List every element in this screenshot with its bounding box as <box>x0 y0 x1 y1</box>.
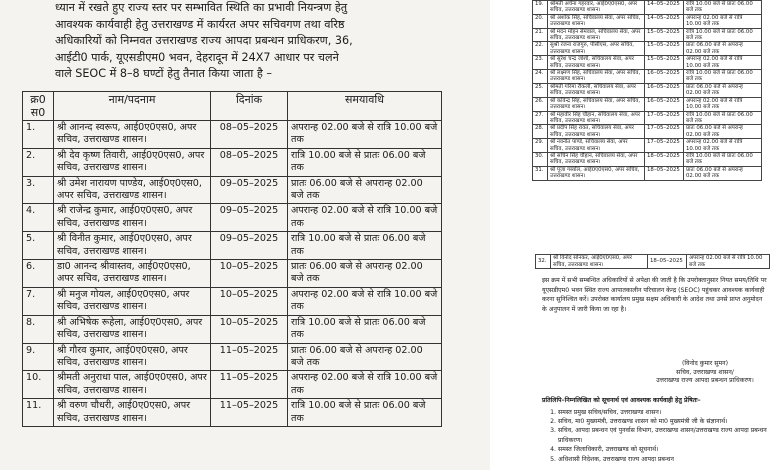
list-item: 4. समस्त जिलाधिकारी, उत्तराखण्ड को सूचनार्थ। <box>558 445 767 454</box>
cell-sr: 23. <box>533 56 548 70</box>
cell-time: रात्रि 10.00 बजे से प्रातः 06.00 बजे तक <box>288 232 442 260</box>
cell-sr: 9. <box>23 343 54 371</box>
table-row <box>533 125 762 139</box>
cell-date: 11–05–2025 <box>211 371 288 399</box>
table-row <box>533 42 762 56</box>
duty-roster-table <box>22 91 442 427</box>
cc-list <box>542 408 767 464</box>
cell-sr: 25. <box>533 83 548 97</box>
table-row <box>23 176 442 204</box>
list-item: 5. अधिशासी निदेशक, उत्तराखण्ड राज्य आपदा प्रबन्धन <box>558 455 767 464</box>
cell-time: रात्रि 10.00 बजे से प्रातः 06.00 बजे तक <box>684 1 762 15</box>
cell-date: 17–05–2025 <box>645 111 684 125</box>
cell-date: 11–05–2025 <box>211 399 288 427</box>
list-item: 3. सचिव, आपदा प्रबन्धन एवं पुनर्वास विभाग, उत्तराखण्ड शासन/उत्तराखण्ड राज्य आपदा प्रबन्धन प्राधिकरण। <box>558 426 767 445</box>
signatory-org: उत्तराखण्ड राज्य आपदा प्रबन्धन प्राधिकरण। <box>656 377 754 385</box>
cell-sr: 8. <box>23 315 54 343</box>
cell-time: रात्रि 10.00 बजे से प्रातः 06.00 बजे तक <box>288 148 442 176</box>
signature-block <box>650 360 760 386</box>
cell-name: श्रीमती गरिमा रौंकली, सचिवालय सेवा, अपर सचिव, उत्तराखण्ड शासन। <box>548 83 645 97</box>
cell-time: रात्रि 10.00 बजे से प्रातः 06.00 बजे तक <box>684 70 762 84</box>
cell-name: श्रीमती अनुराधा पाल, आई0ए0एस0, अपर सचिव, उत्तराखण्ड शासन। <box>54 371 211 399</box>
cell-name: श्री प्रदीप सिंह रावत, सचिवालय सेवा, अपर सचिव, उत्तराखण्ड शासन। <box>548 125 645 139</box>
signatory-name: (विनोद कुमार सुमन) <box>681 360 729 367</box>
cell-sr: 26. <box>533 97 548 111</box>
cell-sr: 32. <box>536 255 551 269</box>
cell-date: 18–05–2025 <box>645 152 684 166</box>
cell-sr: 24. <box>533 70 548 84</box>
table-row <box>533 1 762 15</box>
table-row <box>533 139 762 153</box>
cell-time: रात्रि 10.00 बजे से प्रातः 06.00 बजे तक <box>684 111 762 125</box>
cell-name: श्री लक्ष्मण सिंह, सचिवालय सेवा, अपर सचिव, उत्तराखण्ड शासन। <box>548 70 645 84</box>
cell-sr: 30. <box>533 152 548 166</box>
cell-sr: 20. <box>533 14 548 28</box>
cell-time: अपरान्ह 02.00 बजे से रात्रि 10.00 बजे तक <box>687 255 770 269</box>
cell-date: 15–05–2025 <box>645 56 684 70</box>
cc-heading: प्रतिलिपि–निम्नलिखित को सूचनार्थ एवं आवश्यक कार्यवाही हेतु प्रेषितः– <box>542 397 701 404</box>
cell-name: श्री उमेश नारायण पाण्डेय, आई0ए0एस0, अपर सचिव, उत्तराखण्ड शासन। <box>54 176 211 204</box>
table-row <box>23 343 442 371</box>
cell-time: अपरान्ह 02.00 बजे से रात्रि 10.00 बजे तक <box>684 14 762 28</box>
cell-time: अपरान्ह 02.00 बजे से रात्रि 10.00 बजे तक <box>684 56 762 70</box>
cell-name: श्री अभिषेक रूहेला, आई0ए0एस0, अपर सचिव, उत्तराखण्ड शासन। <box>54 315 211 343</box>
table-row <box>533 166 762 180</box>
list-item: 2. सचिव, मा0 मुख्यमंत्री, उत्तराखण्ड शासन को मा0 मुख्यमंत्री जी के संज्ञानार्थ। <box>558 417 767 426</box>
cell-name: सुश्री रंजना राजगुरु, पीसीएस, अपर सचिव, उत्तराखण्ड शासन। <box>548 42 645 56</box>
cell-time: प्रातः 06.00 बजे से अपरान्ह 02.00 बजे तक <box>684 83 762 97</box>
cell-sr: 5. <box>23 232 54 260</box>
cell-time: अपरान्ह 02.00 बजे से रात्रि 10.00 बजे तक <box>684 139 762 153</box>
cell-sr: 1. <box>23 121 54 149</box>
cell-time: अपरान्ह 02.00 बजे से रात्रि 10.00 बजे तक <box>288 121 442 149</box>
cell-sr: 31. <box>533 166 548 180</box>
cell-name: श्री राजेन्द्र कुमार, आई0ए0एस0, अपर सचिव, उत्तराखण्ड शासन। <box>54 204 211 232</box>
cell-name: श्री देव कृष्ण तिवारी, आई0ए0एस0, अपर सचिव, उत्तराखण्ड शासन। <box>54 148 211 176</box>
cell-date: 09–05–2025 <box>211 204 288 232</box>
cell-sr: 10. <box>23 371 54 399</box>
cell-sr: 3. <box>23 176 54 204</box>
cell-date: 14–05–2025 <box>645 14 684 28</box>
cell-sr: 2. <box>23 148 54 176</box>
cell-date: 11–05–2025 <box>211 343 288 371</box>
header-sr: क्र0 स0 <box>23 92 54 121</box>
cell-name: श्री सचिन सिंह चौहान, सचिवालय सेवा, अपर सचिव, उत्तराखण्ड शासन। <box>548 152 645 166</box>
cell-name: श्री आनन्द स्वरूप, आई0ए0एस0, अपर सचिव, उत्तराखण्ड शासन। <box>54 121 211 149</box>
cell-date: 16–05–2025 <box>645 70 684 84</box>
cell-date: 10–05–2025 <box>211 315 288 343</box>
cell-name: डा0 आनन्द श्रीवास्तव, आई0ए0एस0, अपर सचिव, उत्तराखण्ड शासन। <box>54 260 211 288</box>
cell-name: श्री कविन्द्र सिंह, सचिवालय सेवा, अपर सचिव, उत्तराखण्ड शासन। <box>548 97 645 111</box>
cell-date: 08–05–2025 <box>211 148 288 176</box>
cell-date: 16–05–2025 <box>645 83 684 97</box>
table-row <box>23 287 442 315</box>
cell-name: श्री मनुज गोयल, आई0ए0एस0, अपर सचिव, उत्तराखण्ड शासन। <box>54 287 211 315</box>
cell-date: 10–05–2025 <box>211 260 288 288</box>
table-row <box>23 232 442 260</box>
table-row <box>23 399 442 427</box>
table-row <box>23 204 442 232</box>
cell-name: श्री गौरव कुमार, आई0ए0एस0, अपर सचिव, उत्तराखण्ड शासन। <box>54 343 211 371</box>
intro-paragraph: ध्यान में रखते हुए राज्य स्तर पर सम्भावित स्थिति का प्रभावी नियन्त्रण हेतु आवश्यक कार्यवाही हेतु उत्तराखण्ड में कार्यरत अपर सचिवगण तथा वरिष्ठ अधिकारियों को निम्नवत उत्तराखण्ड राज्य आपदा प्रबन्धन प्राधिकरण, 36, आईटी0 पार्क, यूएसडीएम0 भवन, देहरादून में 24X7 आधार पर चलने वाले SEOC में 8–8 घण्टों हेतु तैनात किया जाता है – <box>55 1 353 80</box>
header-date: दिनांक <box>211 92 288 121</box>
cell-time: रात्रि 10.00 बजे से प्रातः 06.00 बजे तक <box>684 28 762 42</box>
cell-time: अपरान्ह 02.00 बजे से रात्रि 10.00 बजे तक <box>684 97 762 111</box>
cell-time: प्रातः 06.00 बजे से अपरान्ह 02.00 बजे तक <box>288 176 442 204</box>
cell-date: 15–05–2025 <box>645 42 684 56</box>
list-item: 1. समस्त प्रमुख सचिव/सचिव, उत्तराखण्ड शासन। <box>558 408 767 417</box>
table-row <box>536 255 770 269</box>
cell-sr: 22. <box>533 42 548 56</box>
table-row <box>533 70 762 84</box>
table-row <box>23 148 442 176</box>
cell-name: श्री अशोक सिंह, सचिवालय सेवा, अपर सचिव, उत्तराखण्ड शासन। <box>548 14 645 28</box>
cell-date: 09–05–2025 <box>211 176 288 204</box>
cell-time: अपरान्ह 02.00 बजे से रात्रि 10.00 बजे तक <box>288 204 442 232</box>
cell-time: रात्रि 10.00 बजे से प्रातः 06.00 बजे तक <box>288 399 442 427</box>
cell-name: श्री नवनीत पाण्डे, सचिवालय सेवा, अपर सचिव, उत्तराखण्ड शासन। <box>548 139 645 153</box>
table-row <box>23 121 442 149</box>
cell-date: 14–05–2025 <box>645 1 684 15</box>
table-row <box>23 260 442 288</box>
cell-time: प्रातः 06.00 बजे से अपरान्ह 02.00 बजे तक <box>684 166 762 180</box>
cell-time: रात्रि 10.00 बजे से प्रातः 06.00 बजे तक <box>684 152 762 166</box>
table-row <box>533 28 762 42</box>
cell-name: श्री विनोद सोनकर, आई0ए0एस0, अपर सचिव, उत्तराखण्ड शासन। <box>551 255 648 269</box>
cell-date: 09–05–2025 <box>211 232 288 260</box>
table-row <box>23 315 442 343</box>
cell-time: अपरान्ह 02.00 बजे से रात्रि 10.00 बजे तक <box>288 371 442 399</box>
cell-sr: 7. <box>23 287 54 315</box>
cell-sr: 28. <box>533 125 548 139</box>
table-row <box>533 152 762 166</box>
cell-date: 16–05–2025 <box>645 97 684 111</box>
copy-to-block <box>542 396 767 464</box>
table-row <box>533 56 762 70</box>
cell-time: प्रातः 06.00 बजे से अपरान्ह 02.00 बजे तक <box>684 125 762 139</box>
cell-sr: 11. <box>23 399 54 427</box>
cell-name: श्री महावीर सिंह चौहान, सचिवालय सेवा, अपर सचिव, उत्तराखण्ड शासन। <box>548 111 645 125</box>
cell-sr: 21. <box>533 28 548 42</box>
cell-sr: 29. <box>533 139 548 153</box>
continuation-table <box>532 0 762 181</box>
header-name: नाम/पदनाम <box>54 92 211 121</box>
cell-time: प्रातः 06.00 बजे से अपरान्ह 02.00 बजे तक <box>288 343 442 371</box>
table-row <box>533 83 762 97</box>
header-time: समयावधि <box>288 92 442 121</box>
cell-date: 18–05–2025 <box>645 166 684 180</box>
table-row <box>533 111 762 125</box>
cell-name: श्री वरुण चौधरी, आई0ए0एस0, अपर सचिव, उत्तराखण्ड शासन। <box>54 399 211 427</box>
table-row <box>533 14 762 28</box>
cell-date: 17–05–2025 <box>645 125 684 139</box>
cell-time: प्रातः 06.00 बजे से अपरान्ह 02.00 बजे तक <box>288 260 442 288</box>
cell-sr: 19. <box>533 1 548 15</box>
cell-name: श्री विनीत कुमार, आई0ए0एस0, अपर सचिव, उत्तराखण्ड शासन। <box>54 232 211 260</box>
cell-name: श्रीमती अर्चना गहरवार, आई0ए0एस0, अपर सचिव, उत्तराखण्ड शासन। <box>548 1 645 15</box>
table-row <box>23 371 442 399</box>
cell-sr: 27. <box>533 111 548 125</box>
cell-name: श्री सुरेश चन्द्र जोशी, सचिवालय सेवा, अपर सचिव, उत्तराखण्ड शासन। <box>548 56 645 70</box>
table-header-row <box>23 92 442 121</box>
cell-date: 10–05–2025 <box>211 287 288 315</box>
cell-sr: 4. <box>23 204 54 232</box>
cell-date: 18–05–2025 <box>648 255 687 269</box>
cell-name: श्री मदन मोहन सेमवाल, सचिवालय सेवा, अपर सचिव, उत्तराखण्ड शासन। <box>548 28 645 42</box>
signatory-designation: सचिव, उत्तराखण्ड शासन/ <box>676 368 734 376</box>
cell-sr: 6. <box>23 260 54 288</box>
cell-time: अपरान्ह 02.00 बजे से रात्रि 10.00 बजे तक <box>288 287 442 315</box>
closing-paragraph: इस क्रम में सभी सम्बन्धित अधिकारियों से अपेक्षा की जाती है कि उपरोक्तानुसार नियत समय/तिथि पर यूएसडीएम0 भवन स्थित राज्य आपातकालीन परिचालन केन्द्र (SEOC) पहुंचकर आवश्यक कार्यवाही करना सुनिश्चित करें। उपरोक्त कार्यालय प्रमुख सक्षम अधिकारी के आदेश तथा उनसे प्राप्त अनुमोदन के अनुपालन में जारी किया जा रहा है। <box>542 277 767 313</box>
cell-date: 08–05–2025 <box>211 121 288 149</box>
cell-time: रात्रि 10.00 बजे से प्रातः 06.00 बजे तक <box>288 315 442 343</box>
cell-date: 15–05–2025 <box>645 28 684 42</box>
final-row-table <box>535 254 770 269</box>
cell-time: प्रातः 06.00 बजे से अपरान्ह 02.00 बजे तक <box>684 42 762 56</box>
table-row <box>533 97 762 111</box>
cell-date: 17–05–2025 <box>645 139 684 153</box>
cell-name: श्री पूजा गर्ब्याल, आई0ए0एस0, अपर सचिव, उत्तराखण्ड शासन। <box>548 166 645 180</box>
